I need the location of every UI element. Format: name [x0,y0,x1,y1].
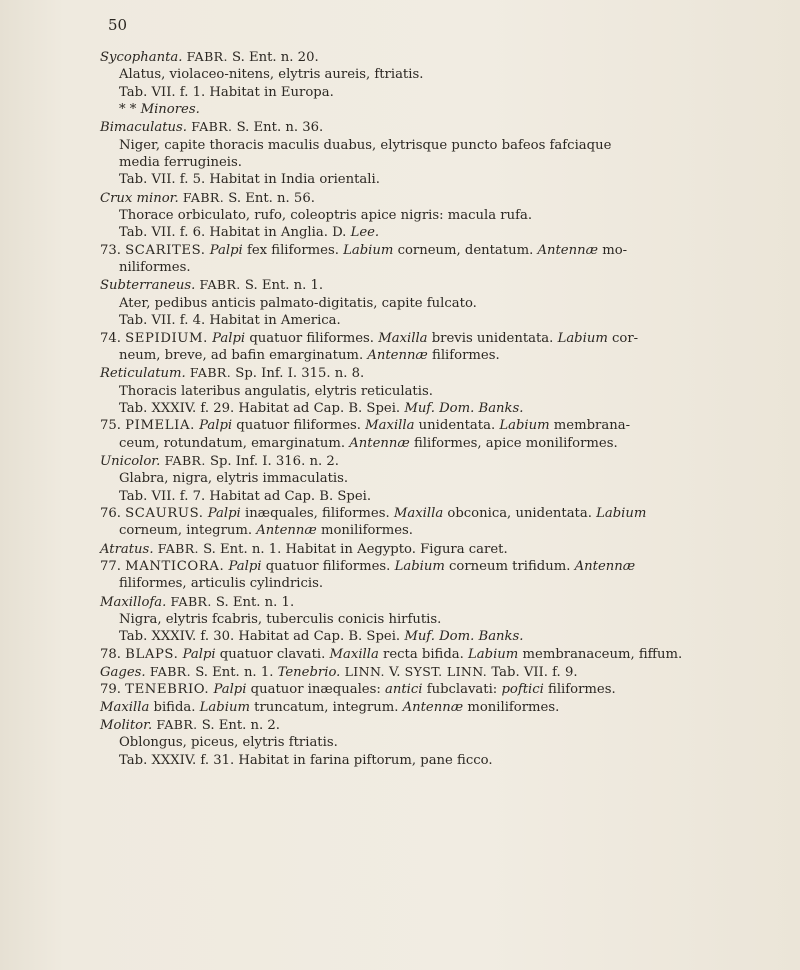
text-line [100,611,790,628]
text-segment: Sp. Inf. I. 315. n. 8. [231,366,365,382]
text-line [100,699,790,716]
text-segment: Antennæ [574,558,636,574]
text-segment: corneum, dentatum. [393,242,538,258]
text-segment: 78. [100,646,126,662]
text-line [100,663,790,681]
text-line [100,417,790,434]
text-segment: 79. [100,682,126,698]
text-line [100,558,790,575]
text-line [100,137,790,154]
text-line [100,522,790,539]
text-segment: Palpi [209,242,243,258]
text-segment: bifida. [149,699,200,715]
text-segment: Palpi [228,558,262,574]
text-line [100,242,790,259]
text-segment: 74. [100,330,126,346]
text-line [100,118,790,136]
text-line [100,276,790,294]
text-segment: V. [384,665,405,681]
text-segment: Tab. VII. f. 9. [487,665,578,681]
text-segment: Muf. Dom. Banks. [404,629,524,645]
text-segment: Labium [499,418,550,434]
text-segment: Labium [468,646,519,662]
text-segment: Maxilla [393,505,444,521]
text-segment: Tab. VII. f. 1. Habitat in Europa. [119,84,334,100]
text-segment: Labium [199,699,250,715]
text-segment: Tab. VII. f. 6. Habitat in Anglia. D. [119,225,351,241]
text-segment: FABR. [156,717,198,733]
genus-name: SCAURUS. [125,505,204,521]
text-segment: quatuor filiformes. [261,558,395,574]
text-segment: Sp. Inf. I. 316. n. 2. [205,453,339,469]
text-segment: Atratus. [100,541,154,557]
text-line [100,452,790,470]
text-line [100,540,790,558]
text-segment: Palpi [207,505,241,521]
text-segment: fubclavati: [422,682,502,698]
text-segment: Antennæ [367,347,428,363]
genus-name: SEPIDIUM. [125,330,208,346]
text-line [100,189,790,207]
text-line [100,154,790,171]
text-segment: Bimaculatus. [100,120,187,136]
text-segment: Antennæ [537,242,598,258]
text-line [100,505,790,522]
text-line [100,312,790,329]
text-line [100,48,790,66]
text-line [100,347,790,364]
text-segment: obconica, unidentata. [443,505,597,521]
text-segment: FABR. [157,540,199,556]
text-segment: Maxilla [365,418,415,434]
text-line [100,470,790,487]
text-segment: Maxilla [329,646,379,662]
text-segment: 76. [100,505,126,521]
text-segment: truncatum, integrum. [249,699,403,715]
text-segment: moniliformes. [316,523,413,539]
text-segment: S. Ent. n. 20. [227,50,319,65]
text-segment: FABR. [186,49,228,64]
text-segment: FABR. [199,277,241,293]
text-segment: Maxilla [378,330,428,346]
text-segment: Labium [343,242,394,258]
text-segment: neum, breve, ad bafin emarginatum. [119,347,368,363]
text-segment: Glabra, nigra, elytris immaculatis. [119,471,349,487]
text-line [100,734,790,751]
text-line [100,400,790,417]
text-segment: Tab. XXXIV. f. 29. Habitat ad Cap. B. Spei. [119,400,405,416]
text-segment: FABR. [149,664,191,680]
text-segment: membranaceum, fiffum. [518,646,683,662]
text-segment: FABR. [182,189,225,205]
text-segment: FABR. [191,119,233,135]
text-segment: Sycophanta. [100,50,183,65]
text-segment: corneum, integrum. [119,523,257,539]
text-line [100,259,790,276]
text-segment: Labium [394,558,445,574]
text-line [100,716,790,734]
genus-name: BLAPS. [125,646,179,662]
text-segment: 77. [100,558,126,574]
text-segment: fex filiformes. [242,242,344,258]
text-segment: Palpi [212,330,246,346]
text-segment: membrana- [549,418,631,434]
text-segment: Lee. [350,225,380,241]
text-line [100,681,790,698]
text-segment: FABR. [164,452,206,468]
page-text [100,48,790,769]
text-line [100,330,790,347]
text-segment: niliformes. [119,260,191,276]
text-segment: quatuor filiformes. [232,418,366,434]
text-line [100,224,790,241]
text-segment: * * [119,102,141,118]
text-line [100,383,790,400]
text-segment: Tenebrio. [277,665,341,681]
genus-name: TENEBRIO. [125,682,210,698]
text-segment: mo- [598,242,628,258]
text-segment: Palpi [199,418,233,434]
text-segment: S. Ent. n. 1. [211,594,295,610]
text-segment: Labium [557,330,608,346]
text-segment: filiformes. [427,347,500,363]
text-segment: ceum, rotundatum, emarginatum. [119,435,350,451]
text-segment: Palpi [213,682,247,698]
text-segment: Thoracis lateribus angulatis, elytris reticulatis. [119,383,433,399]
text-segment: Tab. VII. f. 7. Habitat ad Cap. B. Spei. [119,488,372,504]
text-line [100,646,790,663]
text-line [100,171,790,188]
text-segment: S. Ent. n. 1. [240,278,324,294]
text-segment: S. Ent. n. 56. [224,190,315,206]
text-segment: Maxillofa. [100,594,167,610]
text-segment: antici [385,682,423,698]
text-segment: cor- [607,330,639,346]
text-line [100,364,790,382]
text-segment: Niger, capite thoracis maculis duabus, elytrisque puncto bafeos fafciaque [119,137,612,153]
text-segment: moniliformes. [463,699,560,715]
genus-name: MANTICORA. [125,558,225,574]
text-line [100,488,790,505]
text-segment: filiformes. [543,682,616,698]
text-segment: Ater, pedibus anticis palmato-digitatis, capite fulcato. [119,295,477,311]
text-segment: S. Ent. n. 2. [197,718,280,734]
text-segment: Palpi [182,646,216,662]
text-segment: SYST. LINN. [404,664,488,680]
text-segment: Antennæ [256,523,317,539]
text-line [100,101,790,118]
text-segment: FABR. [170,593,212,609]
text-segment: S. Ent. n. 1. [191,665,278,681]
text-segment: Minores. [140,102,200,118]
text-segment: Tab. VII. f. 5. Habitat in India orientali. [119,172,380,188]
text-segment: Maxilla [100,699,150,715]
text-segment: Subterraneus. [100,278,196,294]
text-segment: Muf. Dom. Banks. [404,400,524,416]
text-segment: filiformes, articulis cylindricis. [119,576,324,592]
text-segment: Tab. XXXIV. f. 31. Habitat in farina piftorum, pane ficco. [119,752,493,768]
genus-name: PIMELIA. [125,418,195,434]
text-segment: poftici [501,682,544,698]
text-line [100,295,790,312]
text-segment: 73. [100,242,126,258]
text-segment: Nigra, elytris fcabris, tuberculis conicis hirfutis. [119,612,442,627]
text-segment: Alatus, violaceo-nitens, elytris aureis, ftriatis. [119,67,424,83]
text-segment: Labium [596,505,647,521]
text-segment: Antennæ [402,699,464,715]
text-line [100,752,790,769]
text-segment: Antennæ [349,435,410,451]
text-segment: brevis unidentata. [427,330,558,346]
text-segment: S. Ent. n. 1. Habitat in Aegypto. Figura caret. [198,541,508,557]
text-segment: Molitor. [100,718,153,734]
text-segment: unidentata. [414,418,500,434]
text-segment: recta bifida. [378,646,469,662]
text-segment: LINN. [344,664,385,680]
text-segment: filiformes, apice moniliformes. [409,435,618,451]
text-segment: 75. [100,418,126,434]
text-segment: quatuor clavati. [215,646,330,662]
text-segment: Gages. [100,665,146,681]
text-segment: Tab. XXXIV. f. 30. Habitat ad Cap. B. Spei. [119,629,405,645]
text-line [100,207,790,224]
text-line [100,66,790,83]
text-segment: FABR. [189,365,232,381]
text-line [100,593,790,611]
text-segment: quatuor inæquales: [246,682,386,698]
text-segment: Crux minor. [100,190,179,206]
text-line [100,575,790,592]
text-line [100,435,790,452]
text-segment: Oblongus, piceus, elytris ftriatis. [119,735,338,751]
page-number: 50 [108,16,128,34]
text-segment: S. Ent. n. 36. [232,120,324,136]
text-segment: Unicolor. [100,453,161,469]
text-segment: Reticulatum. [100,366,186,382]
text-segment: quatuor filiformes. [245,330,379,346]
text-segment: media ferrugineis. [119,155,242,171]
text-segment: corneum trifidum. [444,558,575,574]
genus-name: SCARITES. [125,242,206,258]
text-segment: inæquales, filiformes. [240,505,394,521]
text-segment: Tab. VII. f. 4. Habitat in America. [119,313,341,329]
text-segment: Thorace orbiculato, rufo, coleoptris apice nigris: macula rufa. [119,208,533,224]
text-line [100,628,790,645]
text-line [100,84,790,101]
